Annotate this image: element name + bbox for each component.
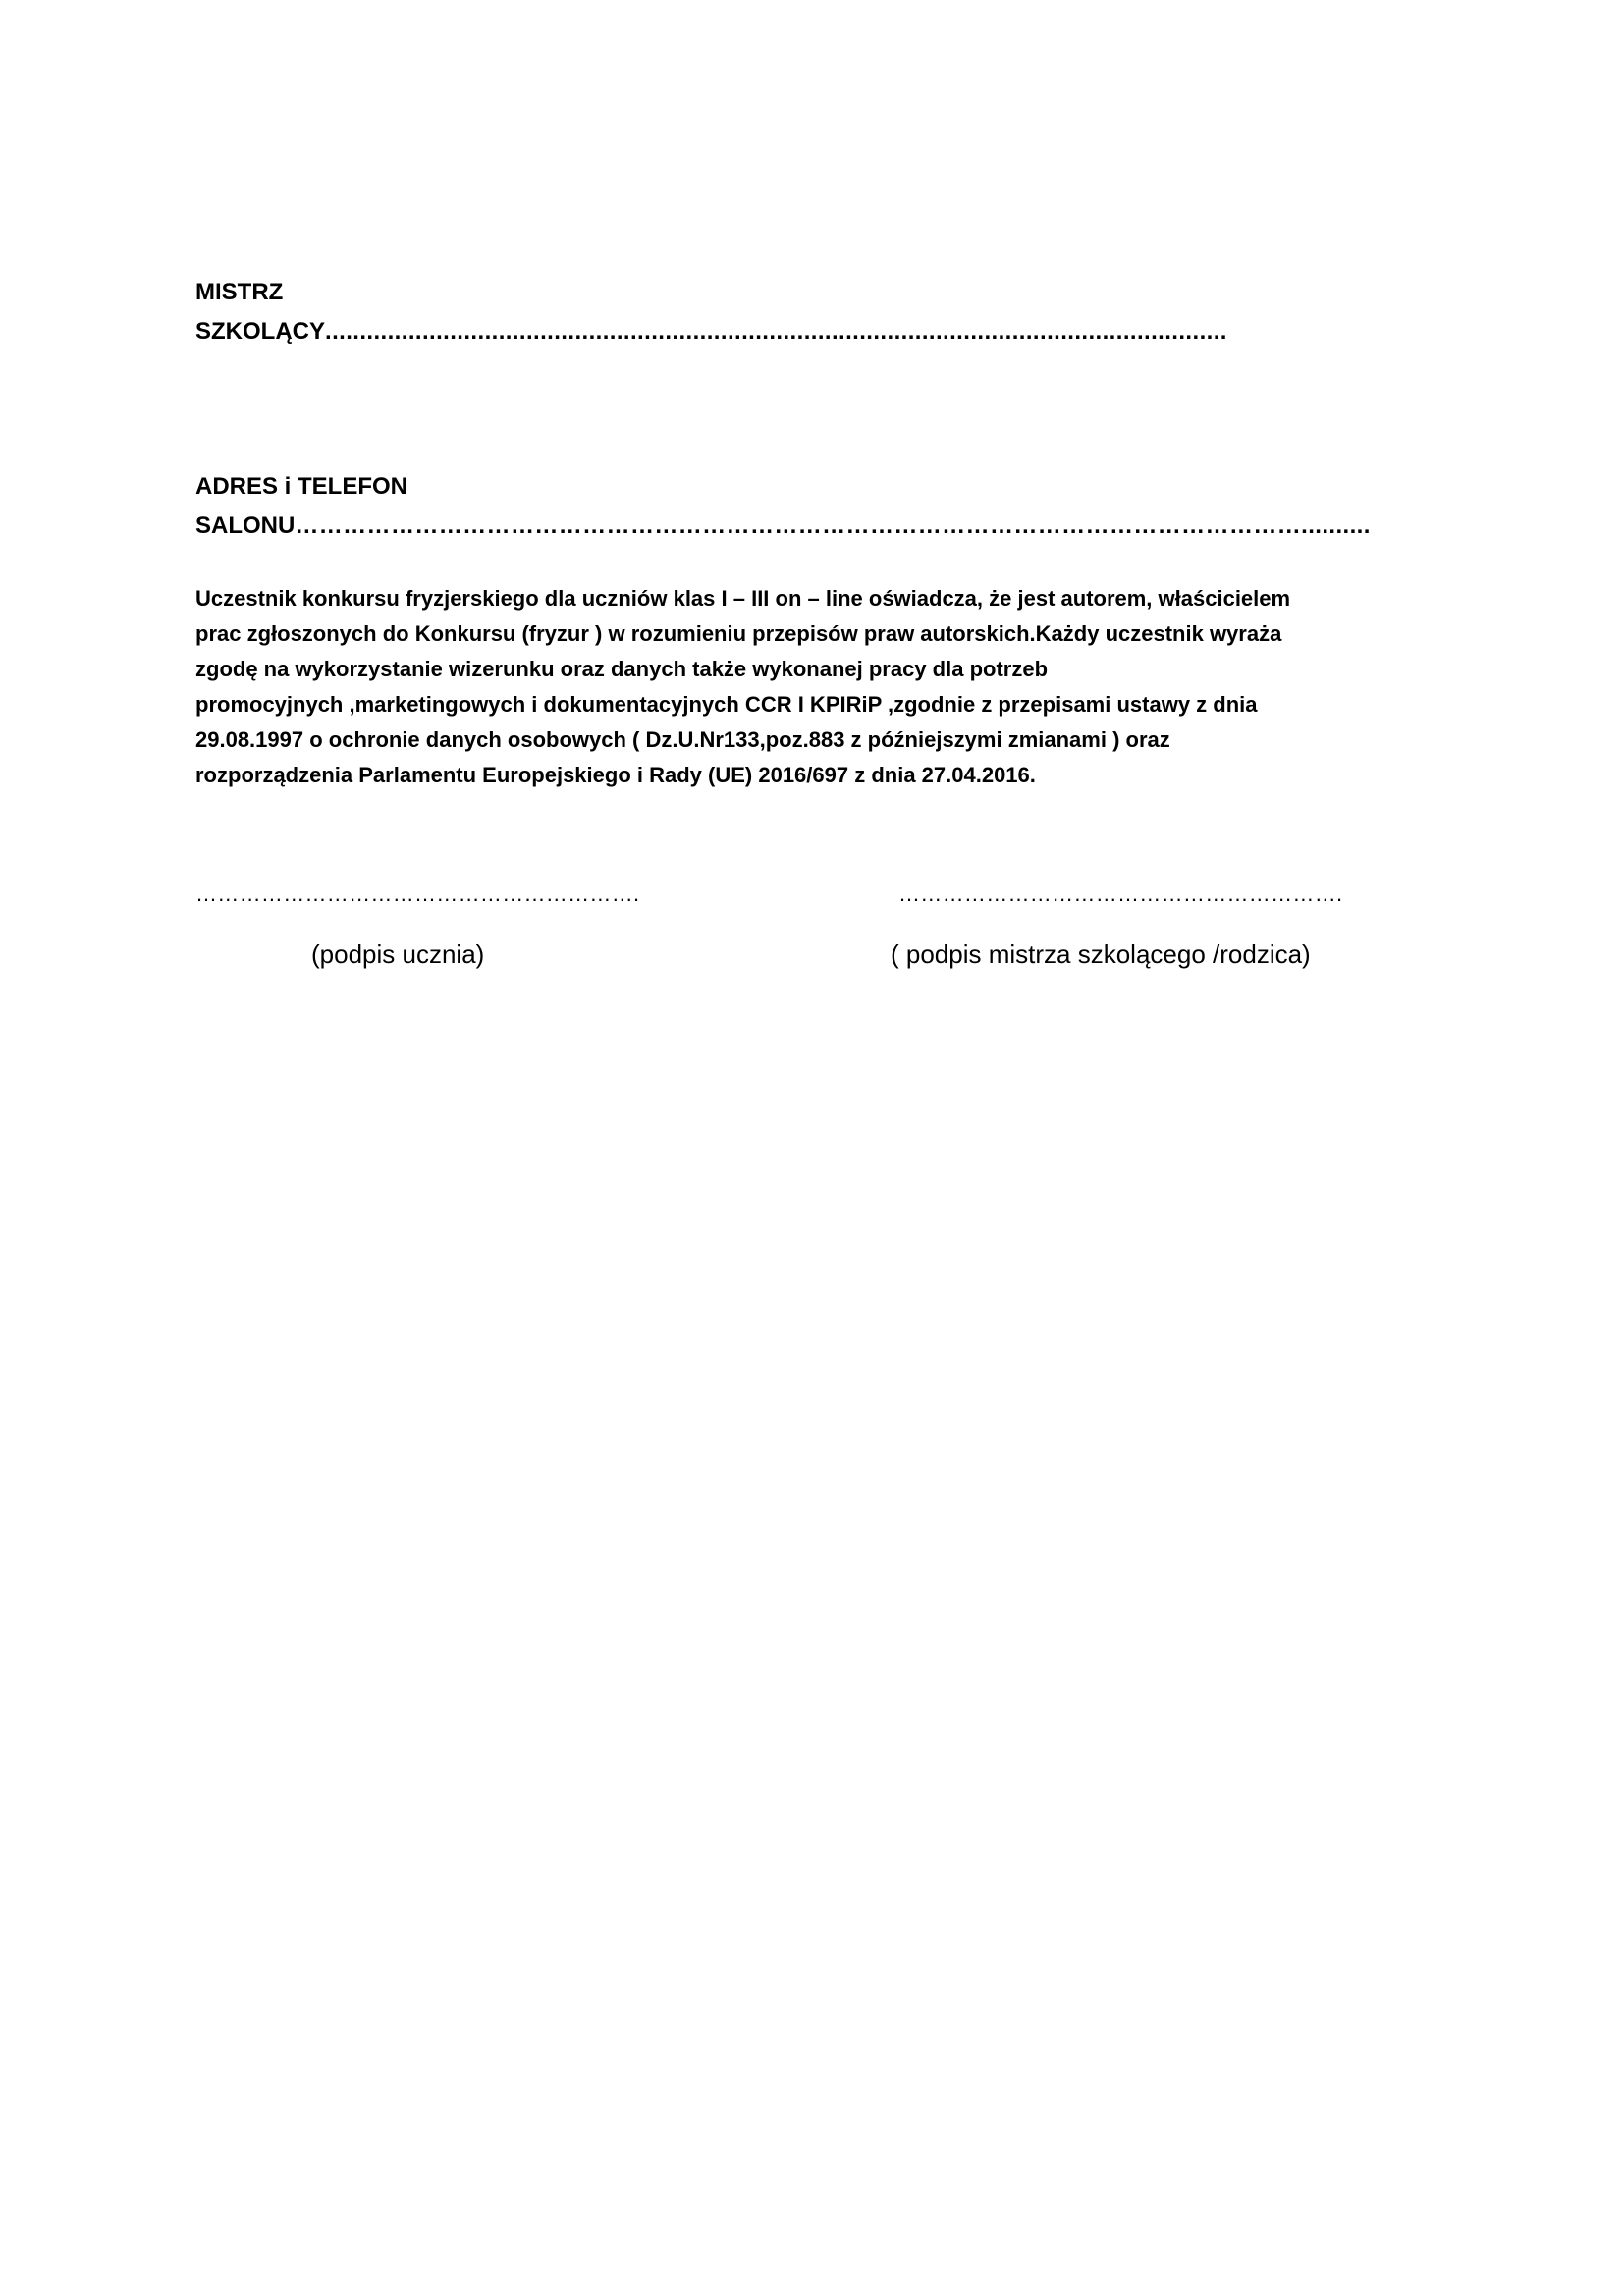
master-signature-caption: ( podpis mistrza szkolącego /rodzica) <box>891 939 1311 969</box>
address-fill-dots: ……………………………………………………………………………………………………………….......... <box>295 512 1371 539</box>
statement-line-4: promocyjnych ,marketingowych i dokumentacyjnych CCR I KPIRiP ,zgodnie z przepisami ustawy z dnia <box>195 692 1258 717</box>
address-label-line1: ADRES i TELEFON <box>195 473 408 500</box>
master-label-line1: MISTRZ <box>195 279 284 305</box>
consent-statement <box>195 581 1433 793</box>
statement-line-2: prac zgłoszonych do Konkursu (fryzur ) w rozumieniu przepisów praw autorskich.Każdy uczestnik wyraża <box>195 621 1282 646</box>
student-signature-caption: (podpis ucznia) <box>311 939 485 969</box>
master-label-text: SZKOLĄCY <box>195 318 325 345</box>
statement-line-3: zgodę na wykorzystanie wizerunku oraz danych także wykonanej pracy dla potrzeb <box>195 657 1049 681</box>
address-label-line2 <box>195 508 1371 544</box>
statement-line-6: rozporządzenia Parlamentu Europejskiego i Rady (UE) 2016/697 z dnia 27.04.2016. <box>195 763 1036 787</box>
student-signature-line: ……………………………………………………. <box>195 881 640 906</box>
address-label-text: SALONU <box>195 512 296 539</box>
statement-line-1: Uczestnik konkursu fryzjerskiego dla uczniów klas I – III on – line oświadcza, że jest autorem, właścicielem <box>195 586 1291 611</box>
master-signature-line: ……………………………………………………. <box>898 881 1343 906</box>
statement-line-5: 29.08.1997 o ochronie danych osobowych ( Dz.U.Nr133,poz.883 z późniejszymi zmianami ) oraz <box>195 727 1170 752</box>
master-label-line2 <box>195 314 1227 349</box>
master-fill-dots: .................................................................................................................................. <box>325 318 1227 345</box>
